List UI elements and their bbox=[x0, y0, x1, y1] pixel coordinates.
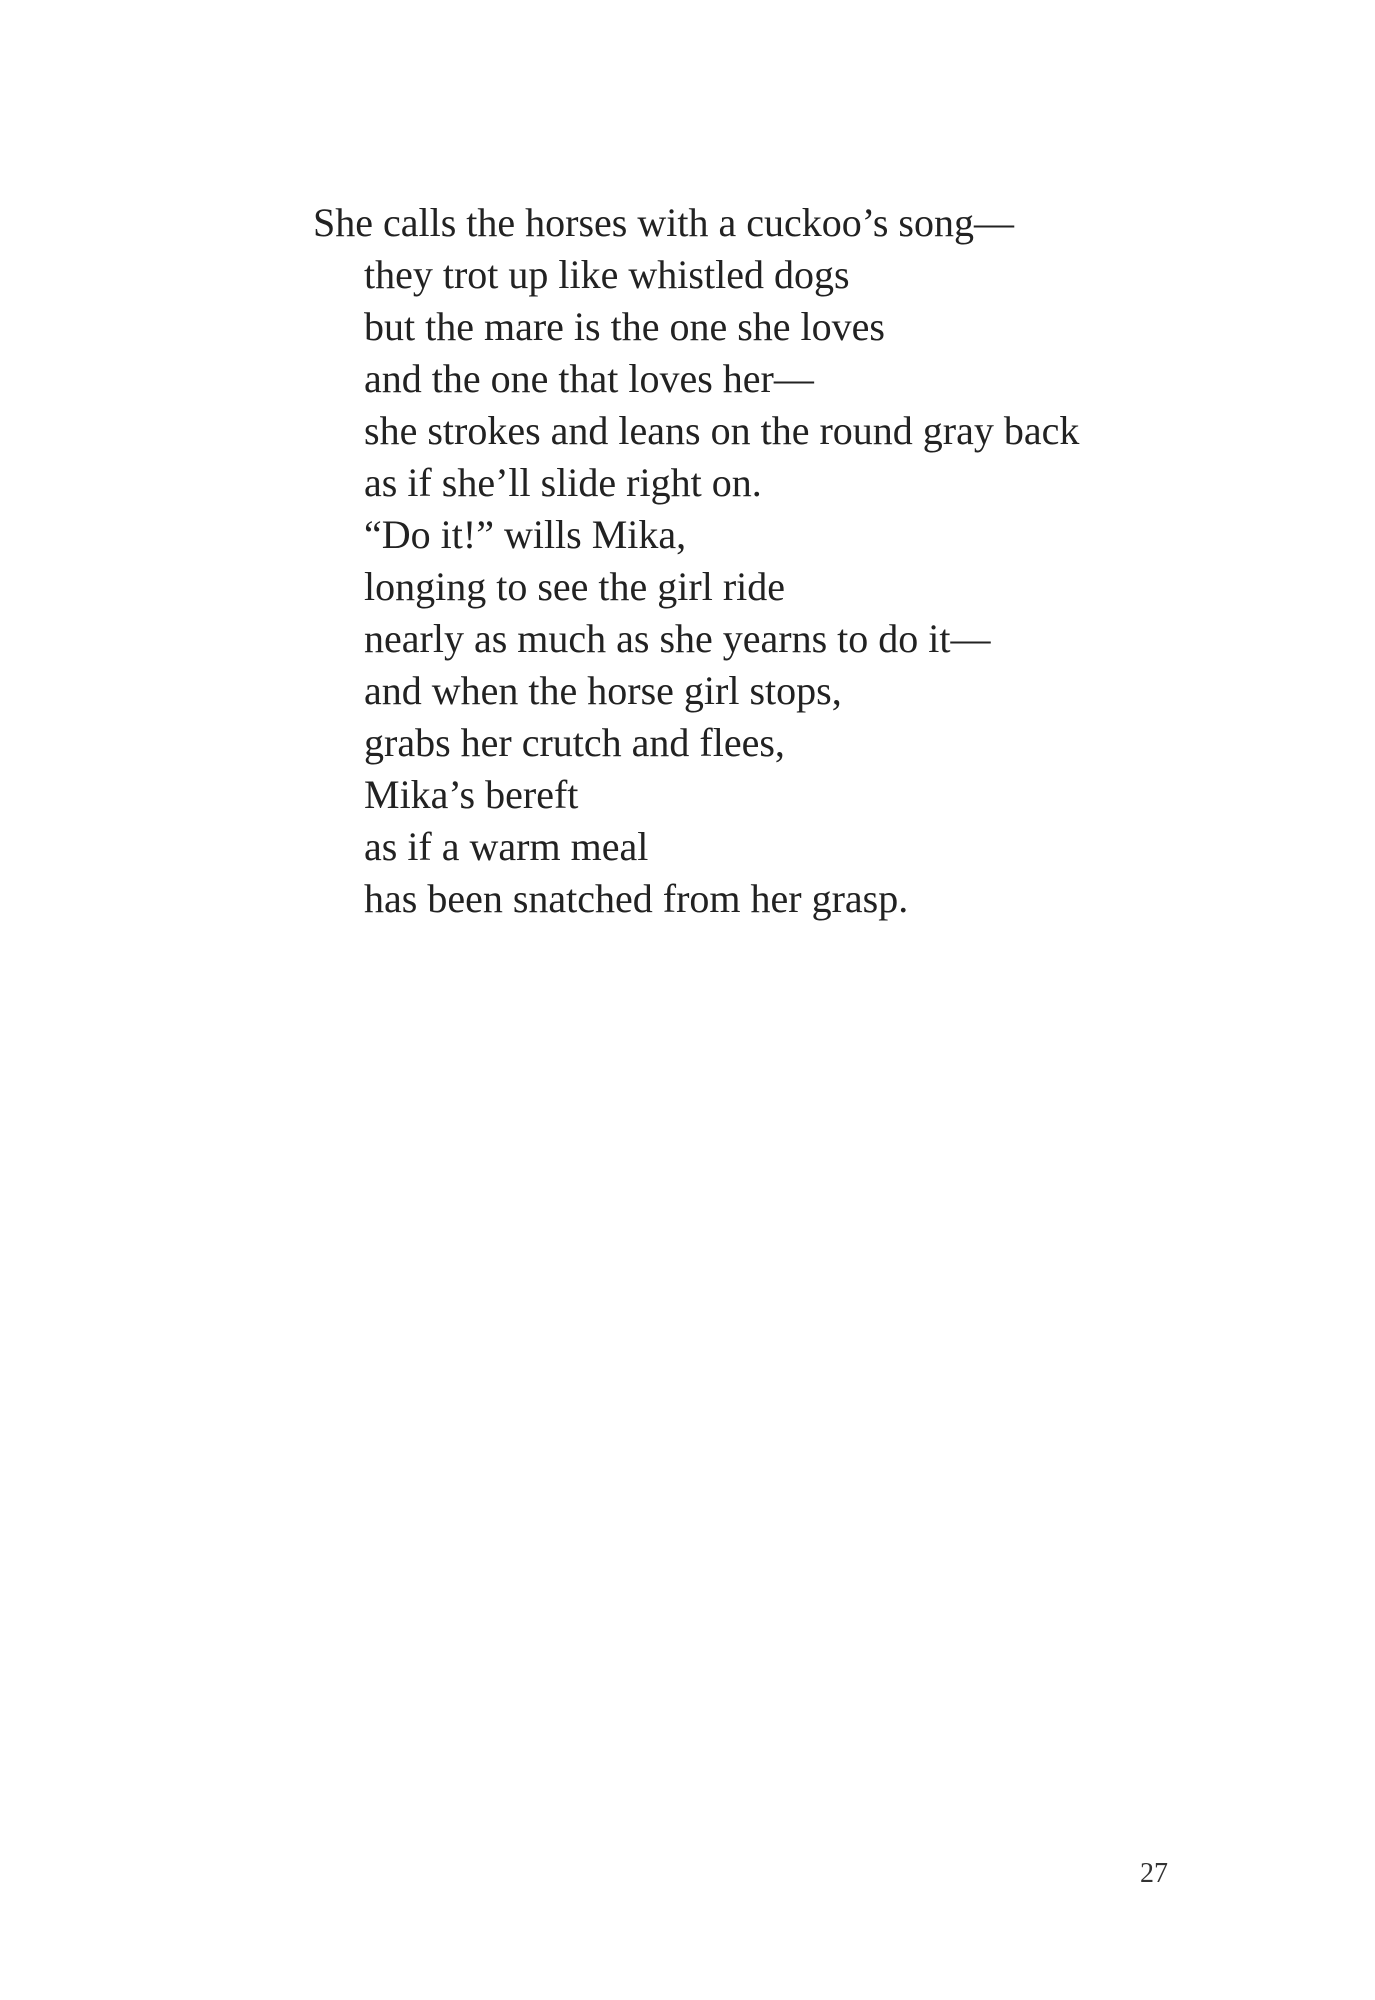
poem-line-3: but the mare is the one she loves bbox=[364, 304, 885, 349]
poem-line-1: She calls the horses with a cuckoo’s song— bbox=[313, 200, 1014, 245]
page-number: 27 bbox=[1140, 1858, 1168, 1889]
poem-line-2: they trot up like whistled dogs bbox=[364, 252, 850, 297]
poem-line-9: nearly as much as she yearns to do it— bbox=[364, 616, 991, 661]
poem-line-4: and the one that loves her— bbox=[364, 356, 814, 401]
poem-line-5: she strokes and leans on the round gray back bbox=[364, 408, 1080, 453]
poem-line-11: grabs her crutch and flees, bbox=[364, 720, 785, 765]
poem-line-6: as if she’ll slide right on. bbox=[364, 460, 762, 505]
poem-text bbox=[313, 197, 1253, 925]
poem-line-7: “Do it!” wills Mika, bbox=[364, 512, 687, 557]
poem-line-12: Mika’s bereft bbox=[364, 772, 579, 817]
poem-line-8: longing to see the girl ride bbox=[364, 564, 786, 609]
poem-line-13: as if a warm meal bbox=[364, 824, 649, 869]
poem-line-10: and when the horse girl stops, bbox=[364, 668, 842, 713]
poem-line-14: has been snatched from her grasp. bbox=[364, 876, 909, 921]
